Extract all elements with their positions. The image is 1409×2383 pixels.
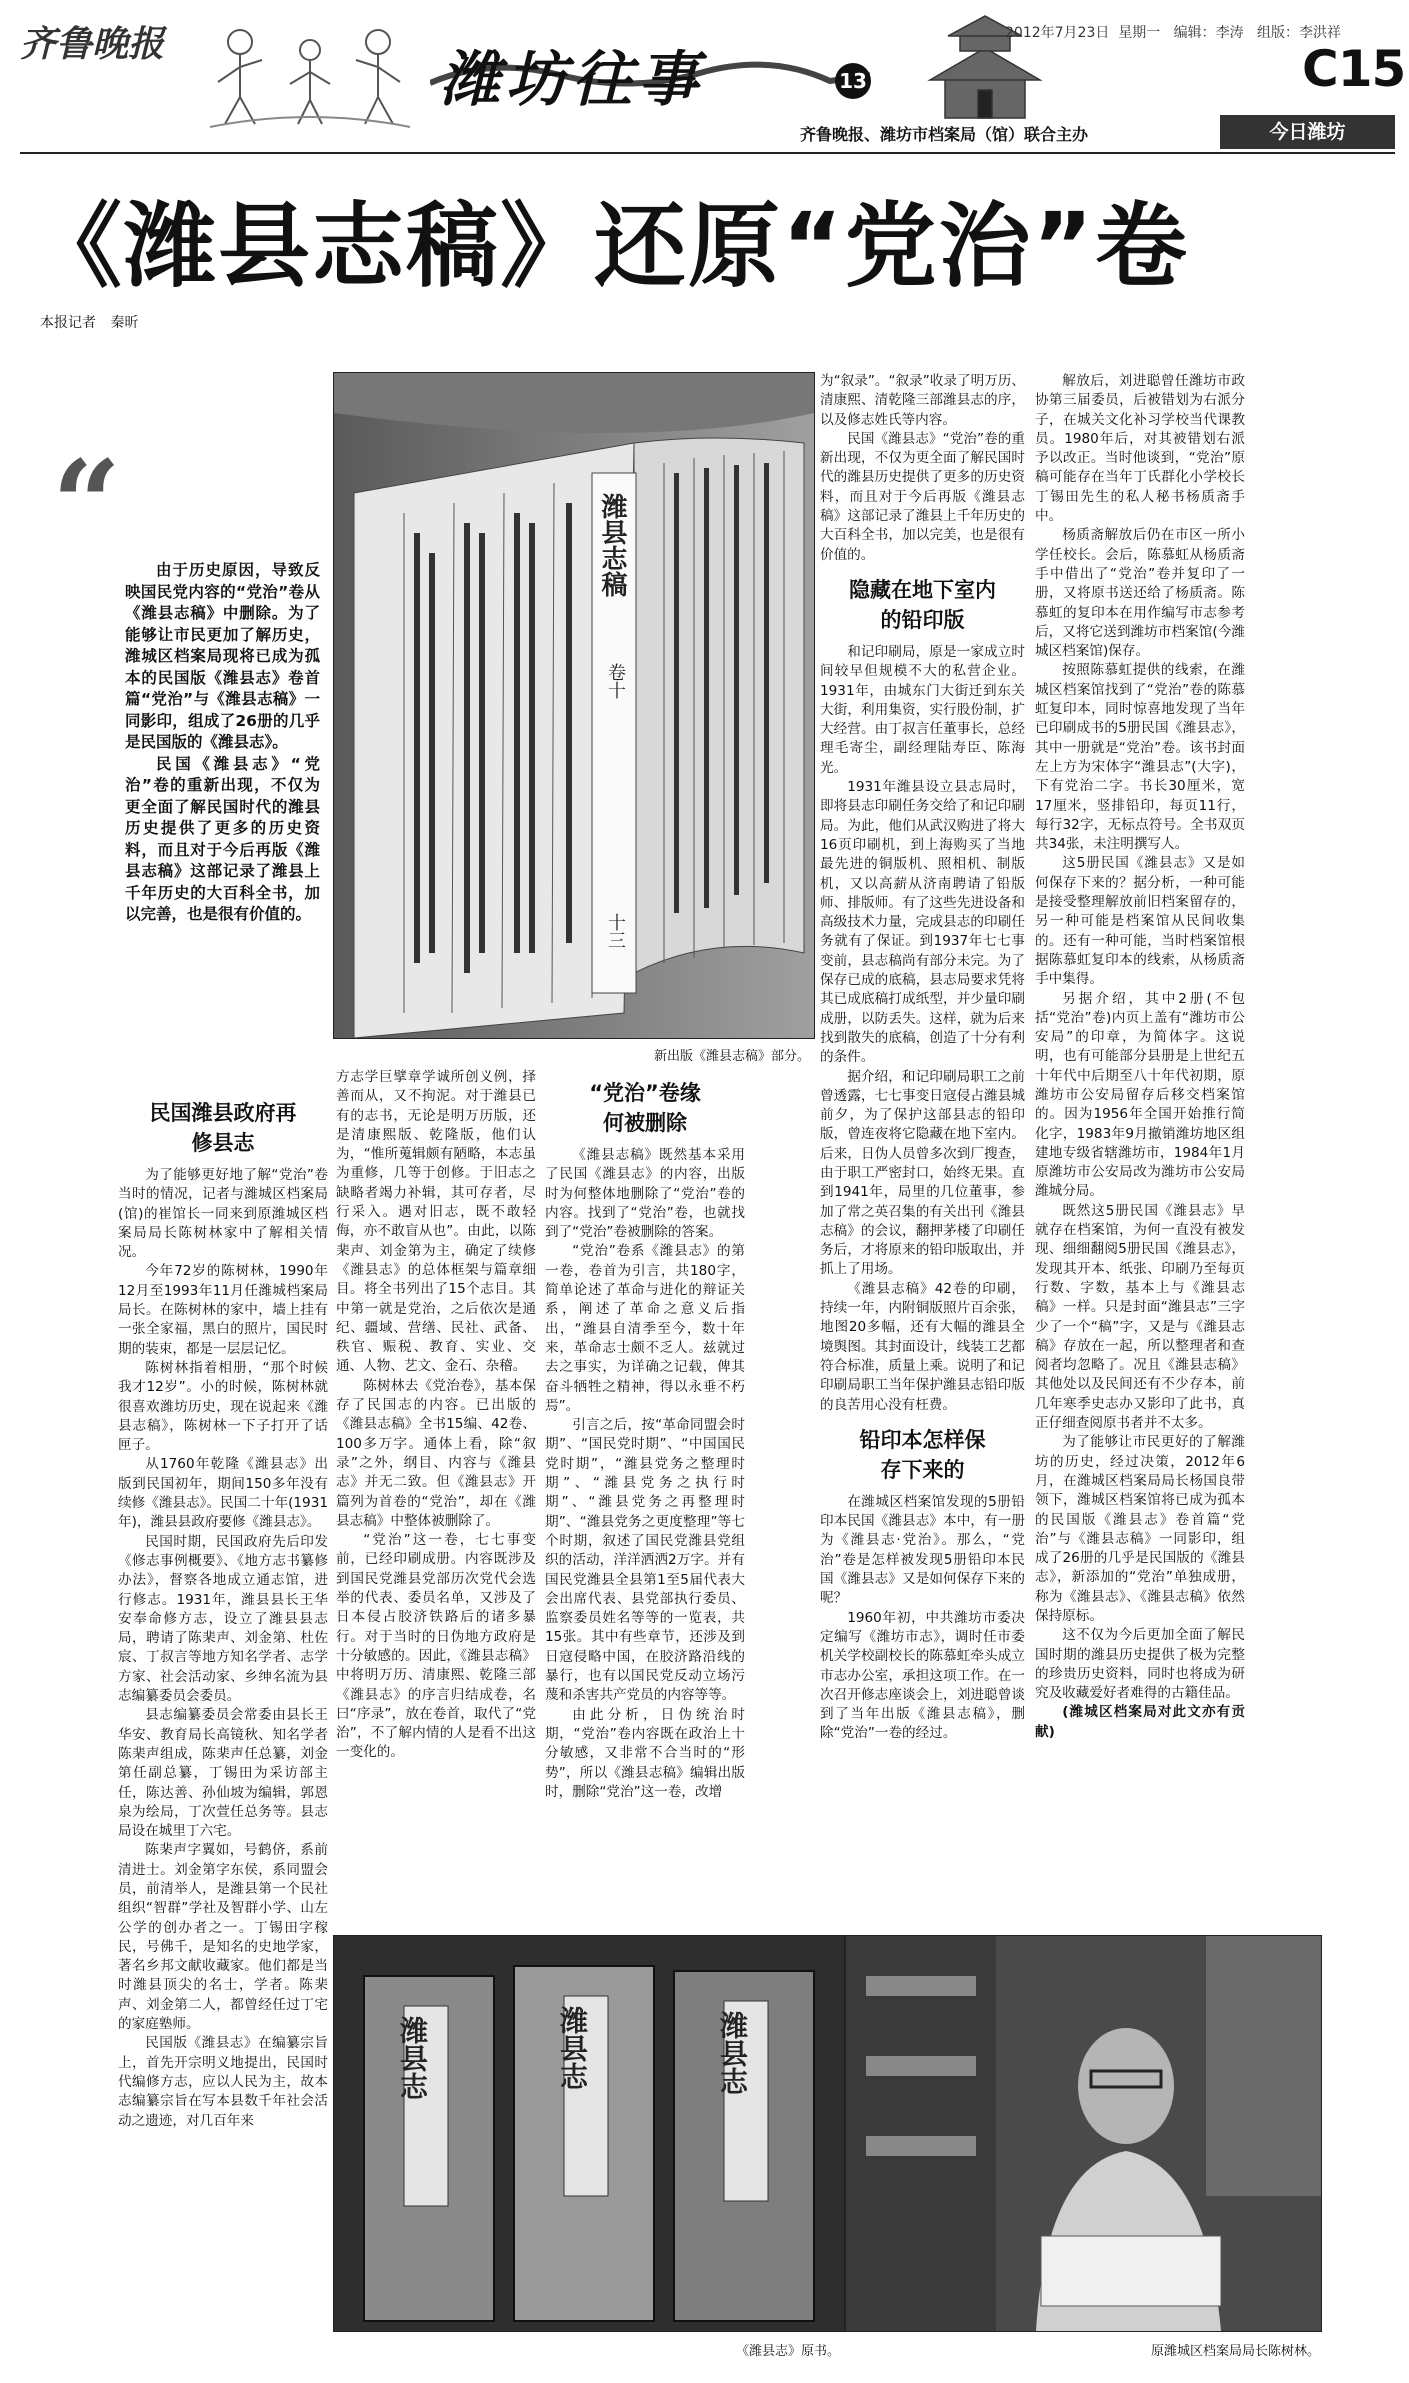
- editor: 编辑：李涛: [1173, 25, 1244, 41]
- issue-number: 13: [839, 69, 867, 93]
- paragraph: 《潍县志稿》42卷的印刷，持续一年，内附铜版照片百余张，地图20多幅，还有大幅的潍县全境舆图。其封面设计，线装工艺都符合标准，质量上乘。说明了和记印刷局职工当年保护潍县志铅印版的良苦用心没有枉费。: [820, 1280, 1025, 1413]
- paragraph: “党治”这一卷，七七事变前，已经印刷成册。内容既涉及到国民党潍县党部历次党代会选举的代表、委员名单，又涉及了日本侵占胶济铁路后的诸多暴行。对于当时的日伪地方政府是十分敏感的。因此，《潍县志稿》中将明万历、清康熙、乾隆三部《潍县志》的序言归结成卷，名曰“序录”，放在卷首，取代了“党治”，不了解内情的人是看不出这一变化的。: [336, 1532, 536, 1761]
- masthead-divider: [20, 152, 1395, 154]
- paragraph: 方志学巨擘章学诚所创义例，择善而从，又不拘泥。对于潍县已有的志书，无论是明万历版，还是清康熙版、乾隆版，他们认为，“惟所蒐辑颇有陋略，本志虽为重修，几等于创修。于旧志之缺略者竭力补辑，其可存者，尽行采入。遇对旧志，既不敢轻侮，亦不敢盲从也”。由此，以陈棐声、刘金第为主，确定了续修《潍县志》的总体框架与篇章细目。将全书列出了15个志目。其中第一就是党治，之后依次是通纪、疆域、营缮、民社、武备、秩官、赈税、教育、实业、交通、人物、艺文、金石、杂稽。: [336, 1069, 536, 1375]
- book-spine-label: 潍县志: [396, 2016, 429, 2100]
- weekday: 星期一: [1118, 25, 1161, 41]
- photo-caption-top: 新出版《潍县志稿》部分。: [653, 1049, 810, 1064]
- paragraph: 民国时期，民国政府先后印发《修志事例概要》、《地方志书纂修办法》，督察各地成立通志馆，进行修志。1931年，潍县县长王华安奉命修方志，设立了潍县县志局，聘请了陈棐声、刘金第、杜佐宸、丁叔言等地方知名学者、志学方家、社会活动家、乡绅名流为县志编纂委员会委员。: [118, 1533, 328, 1705]
- photo-caption-bottom-left: 《潍县志》原书。: [735, 2344, 840, 2359]
- lead-text: [125, 560, 320, 926]
- paragraph: 杨质斋解放后仍在市区一所小学任校长。会后，陈慕虹从杨质斋手中借出了“党治”卷并复印了一册，又将原书送还给了杨质斋。陈慕虹的复印本在用作编写市志参考后，又将它送到潍坊市档案馆(今潍城区档案馆)保存。: [1035, 527, 1245, 660]
- paragraph: 陈树林指着相册，“那个时候我才12岁”。小的时候，陈树林就很喜欢潍坊历史，现在说起来《潍县志稿》，陈树林一下子打开了话匣子。: [118, 1359, 328, 1454]
- subhead-preserved-how: 铅印本怎样保存下来的: [859, 1427, 986, 1482]
- byline: 本报记者 秦昕: [40, 315, 139, 331]
- paragraph: 陈树林去《党治卷》，基本保存了民国志的内容。已出版的《潍县志稿》全书15编、42卷、100多万字。通体上看，除“叙录”之外，纲目、内容与《潍县志》并无二致。但《潍县志》开篇列为首卷的“党治”，却在《潍县志稿》中整体被删除了。: [336, 1377, 536, 1529]
- masthead: [0, 0, 1409, 150]
- photo-old-weixian-zhi: [333, 1935, 845, 2332]
- column-2: [336, 1068, 536, 1763]
- page-number: C15: [1302, 40, 1406, 98]
- date-line: [1005, 22, 1341, 42]
- photo-chen-shulin: [845, 1935, 1322, 2332]
- paragraph: 在潍城区档案馆发现的5册铅印本民国《潍县志》本中，有一册为《潍县志·党治》。那么，“党治”卷是怎样被发现5册铅印本民国《潍县志》又是如何保存下来的呢？: [820, 1493, 1025, 1607]
- subhead-hidden-basement: 隐藏在地下室内的铅印版: [849, 577, 996, 632]
- paragraph: 另据介绍，其中2册(不包括“党治”卷)内页上盖有“潍坊市公安局”的印章，为简体字。这说明，也有可能部分县册是上世纪五十年代中后期至八十年代初期，原潍坊市公安局留存后移交档案馆的。因为1956年全国开始推行简化字，1983年9月撤销潍坊地区组建地专级省辖潍坊市，1984年1月原潍坊市公安局改为潍坊市公安局潍城分局。: [1035, 990, 1245, 1200]
- co-host-line: 齐鲁晚报、潍坊市档案局（馆）联合主办: [800, 125, 1089, 144]
- book-spine-label: 潍县志: [716, 2011, 749, 2095]
- paragraph: 这5册民国《潍县志》又是如何保存下来的？据分析，一种可能是接受整理解放前旧档案留存的，另一种可能是档案馆从民间收集的。还有一种可能，当时档案馆根据陈慕虹复印本的线索，从杨质斋手中集得。: [1035, 855, 1245, 988]
- photo-caption-bottom-right: 原潍城区档案局局长陈树林。: [1150, 2344, 1320, 2359]
- paragraph: 为了能够让市民更好的了解潍坊的历史，经过决策，2012年6月，在潍城区档案局局长杨国良带领下，潍城区档案馆将已成为孤本的民国版《潍县志》卷首篇“党治”与《潍县志稿》一同影印，组成了26册的几乎是民国版的《潍县志》，新添加的“党治”单独成册，称为《潍县志》、《潍县志稿》依然保持原标。: [1035, 1434, 1245, 1624]
- book-spine-label: 潍县志: [556, 2006, 589, 2090]
- paragraph: 《潍县志稿》既然基本采用了民国《潍县志》的内容，出版时为何整体地删除了“党治”卷的内容。找到了“党治”卷，也就找到了“党治”卷被删除的答案。: [545, 1147, 745, 1241]
- paragraph: 为了能够更好地了解“党治”卷当时的情况，记者与潍城区档案局(馆)的崔馆长一同来到原潍城区档案局局长陈树林家中了解相关情况。: [118, 1167, 328, 1261]
- paragraph: (潍城区档案局对此文亦有贡献): [1035, 1704, 1245, 1740]
- subhead-dangzhi-deleted: “党治”卷缘何被删除: [589, 1081, 701, 1135]
- paragraph: 为“叙录”。“叙录”收录了明万历、清康熙、清乾隆三部潍县志的序，以及修志姓氏等内容。: [820, 373, 1025, 428]
- paragraph: 民国版《潍县志》在编纂宗旨上，首先开宗明义地提出，民国时代编修方志，应以人民为主，故本志编纂宗旨在写本县数千年社会活动之遗迹，对几百年来: [118, 2035, 328, 2129]
- book-page-title: 潍县志稿: [597, 493, 627, 597]
- section-tag: [1220, 115, 1395, 149]
- column-5: [1035, 372, 1245, 1742]
- lead-paragraph: 由于历史原因，导致反映国民党内容的“党治”卷从《潍县志稿》中删除。为了能够让市民更加了解历史，潍城区档案局现将已成为孤本的民国版《潍县志》卷首篇“党治”与《潍县志稿》一同影印，组成了26册的几乎是民国版的《潍县志》。: [125, 561, 320, 751]
- section-title-banner: [430, 45, 890, 115]
- subhead-minguo-xiuzhi: 民国潍县政府再修县志: [149, 1101, 297, 1155]
- paragraph: 引言之后，按“革命同盟会时期”、“国民党时期”、“中国国民党时期”，“潍县党务之整理时期”、“潍县党务之执行时期”、“潍县党务之再整理时期”、“潍县党务之更度整理”等七个时期，叙述了国民党潍县党组织的活动，洋洋洒洒2万字。并有国民党潍县全县第1至5届代表大会出席代表、县党部执行委员、监察委员姓名等等的一览表，共15张。其中有些章节，还涉及到日寇侵略中国，在胶济路沿线的暴行，也有以国民党反动立场污蔑和杀害共产党员的内容等等。: [545, 1417, 745, 1704]
- paragraph: “党治”卷系《潍县志》的第一卷，卷首为引言，共180字，简单论述了革命与进化的辩证关系，阐述了革命之意义后指出，“潍县自清季至今，数十年来，革命志士颇不乏人。兹就过去之事实，为详确之记载，俾其奋斗牺牲之精神，得以永垂不朽焉”。: [545, 1243, 745, 1414]
- book-page-volume: 卷十: [605, 663, 626, 699]
- paragraph: 由此分析，日伪统治时期，“党治”卷内容既在政治上十分敏感，又非常不合当时的“形势”，所以《潍县志稿》编辑出版时，删除“党治”这一卷，改增: [545, 1706, 745, 1800]
- paragraph: 从1760年乾隆《潍县志》出版到民国初年，期间150多年没有续修《潍县志》。民国二十年(1931年)，潍县县政府要修《潍县志》。: [118, 1456, 328, 1531]
- paragraph: 1931年潍县设立县志局时，即将县志印刷任务交给了和记印刷局。为此，他们从武汉购进了将大16页印刷机，到上海购买了当地最先进的铜版机、照相机、制版机，又以高薪从济南聘请了铅版师、排版师。有了这些先进设备和高级技术力量，完成县志的印刷任务就有了保证。到1937年七七事变前，县志稿尚有部分未完。为了保存已成的底稿，县志局要求凭将其已成底稿打成纸型，并少量印刷成册，以防丢失。这样，就为后来找到散失的底稿，创造了十分有利的条件。: [820, 779, 1025, 1066]
- date: 2012年7月23日: [1005, 25, 1110, 41]
- paragraph: 解放后，刘进聪曾任潍坊市政协第三届委员，后被错划为右派分子，在城关文化补习学校当代课教员。1980年后，对其被错划右派予以改正。当时他谈到，“党治”原稿可能存在当年丁氏群化小学校长丁锡田先生的私人秘书杨质斋手中。: [1035, 373, 1245, 525]
- section-tag-label: 今日潍坊: [1269, 121, 1346, 143]
- paragraph: 1960年初，中共潍坊市委决定编写《潍坊市志》，调时任市委机关学校副校长的陈慕虹牵头成立市志办公室，承担这项工作。在一次召开修志座谈会上，刘进聪曾谈到了当年出版《潍县志稿》，删除“党治”一卷的经过。: [820, 1609, 1025, 1742]
- lead-paragraph: 民国《潍县志》“党治”卷的重新出现，不仅为更全面了解民国时代的潍县历史提供了更多的历史资料，而且对于今后再版《潍县志稿》这部记录了潍县上千年历史的大百科全书，加以完善，也是很有价值的。: [125, 754, 320, 923]
- photo-new-weixian-zhigao: [333, 372, 815, 1039]
- section-title: 潍坊往事: [440, 45, 704, 115]
- decorative-figures-illustration: [200, 12, 420, 132]
- paragraph: 今年72岁的陈树林，1990年12月至1993年11月任潍城档案局局长。在陈树林的家中，墙上挂有一张全家福，黑白的照片，国民时期的装束，都是一层层记忆。: [118, 1263, 328, 1357]
- issue-number-badge: [835, 63, 871, 99]
- paragraph: 陈棐声字翼如，号鹤侪，系前清进士。刘金第字东侯，系同盟会员，前清举人，是潍县第一个民社组织“智群”学社及智群小学、山左公学的创办者之一。丁锡田字稼民，号佛千，是知名的史地学家，著名乡邦文献收藏家。他们都是当时潍县顶尖的名士，学者。陈棐声、刘金第二人，都曾经任过丁宅的家庭塾师。: [118, 1842, 328, 2033]
- paragraph: 据介绍，和记印刷局职工之前曾透露，七七事变日寇侵占潍县城前夕，为了保护这部县志的铅印版，曾连夜将它隐藏在地下室内。后来，日伪人员曾多次到厂搜查，由于职工严密封口，始终无果。直到1941年，局里的几位董事，参加了常之英召集的有关出刊《潍县志稿》的会议，翻押茅楼了印刷任务后，才将原来的铅印版取出，并抓上了用场。: [820, 1068, 1025, 1278]
- paper-name: 齐鲁晚报: [20, 23, 165, 65]
- book-page-number: 十三: [605, 913, 626, 949]
- headline: 《潍县志稿》还原“党治”卷: [30, 193, 1189, 300]
- column-4: [820, 372, 1025, 1744]
- paragraph: 这不仅为今后更加全面了解民国时期的潍县历史提供了极为完整的珍贵历史资料，同时也将成为研究及收藏爱好者难得的古籍佳品。: [1035, 1627, 1245, 1702]
- paragraph: 按照陈慕虹提供的线索，在潍城区档案馆找到了“党治”卷的陈慕虹复印本，同时惊喜地发现了当年已印刷成书的5册民国《潍县志》，其中一册就是“党治”卷。该书封面左上方为宋体字“潍县志”(大字)，下有党治二字。书长30厘米，宽17厘米，竖排铅印，每页11行，每行32字，无标点符号。全书双页共34张，未注明撰写人。: [1035, 662, 1245, 853]
- paragraph: 和记印刷局，原是一家成立时间较早但规模不大的私营企业。1931年，由城东门大街迁到东关大街，利用集资，实行股份制，扩大经营。由丁叔言任董事长，总经理毛寄尘，副经理陆寿臣、陈海光。: [820, 643, 1025, 776]
- paragraph: 既然这5册民国《潍县志》早就存在档案馆，为何一直没有被发现、细细翻阅5册民国《潍县志》，发现其开本、纸张、印刷乃至每页行数、字数，基本上与《潍县志稿》一样。只是封面“潍县志”三字少了一个“稿”字，又是与《潍县志稿》存放在一起，所以整理者和查阅者均忽略了。况且《潍县志稿》其他处以及民间还有不少存本，前几年寒季史志办又影印了此书，真正仔细查阅原书者并不太多。: [1035, 1202, 1245, 1432]
- column-1: [118, 1088, 328, 2131]
- paragraph: 民国《潍县志》“党治”卷的重新出现，不仅为更全面了解民国时代的潍县历史提供了更多的历史资料，而且对于今后再版《潍县志稿》这部记录了潍县上千年历史的大百科全书，加以完美，也是很有价值的。: [820, 430, 1025, 563]
- quote-mark: “: [52, 434, 122, 575]
- paragraph: 县志编纂委员会常委由县长王华安、教育局长高镜秋、知名学者陈棐声组成，陈棐声任总纂，刘金第任副总纂，丁锡田为采访部主任，陈达善、孙仙坡为编辑，郭恩泉为绘局，丁次萱任总务等。县志局设在城里丁六宅。: [118, 1707, 328, 1840]
- typesetter: 组版：李洪祥: [1256, 25, 1341, 41]
- column-3-lower: [545, 1068, 745, 1802]
